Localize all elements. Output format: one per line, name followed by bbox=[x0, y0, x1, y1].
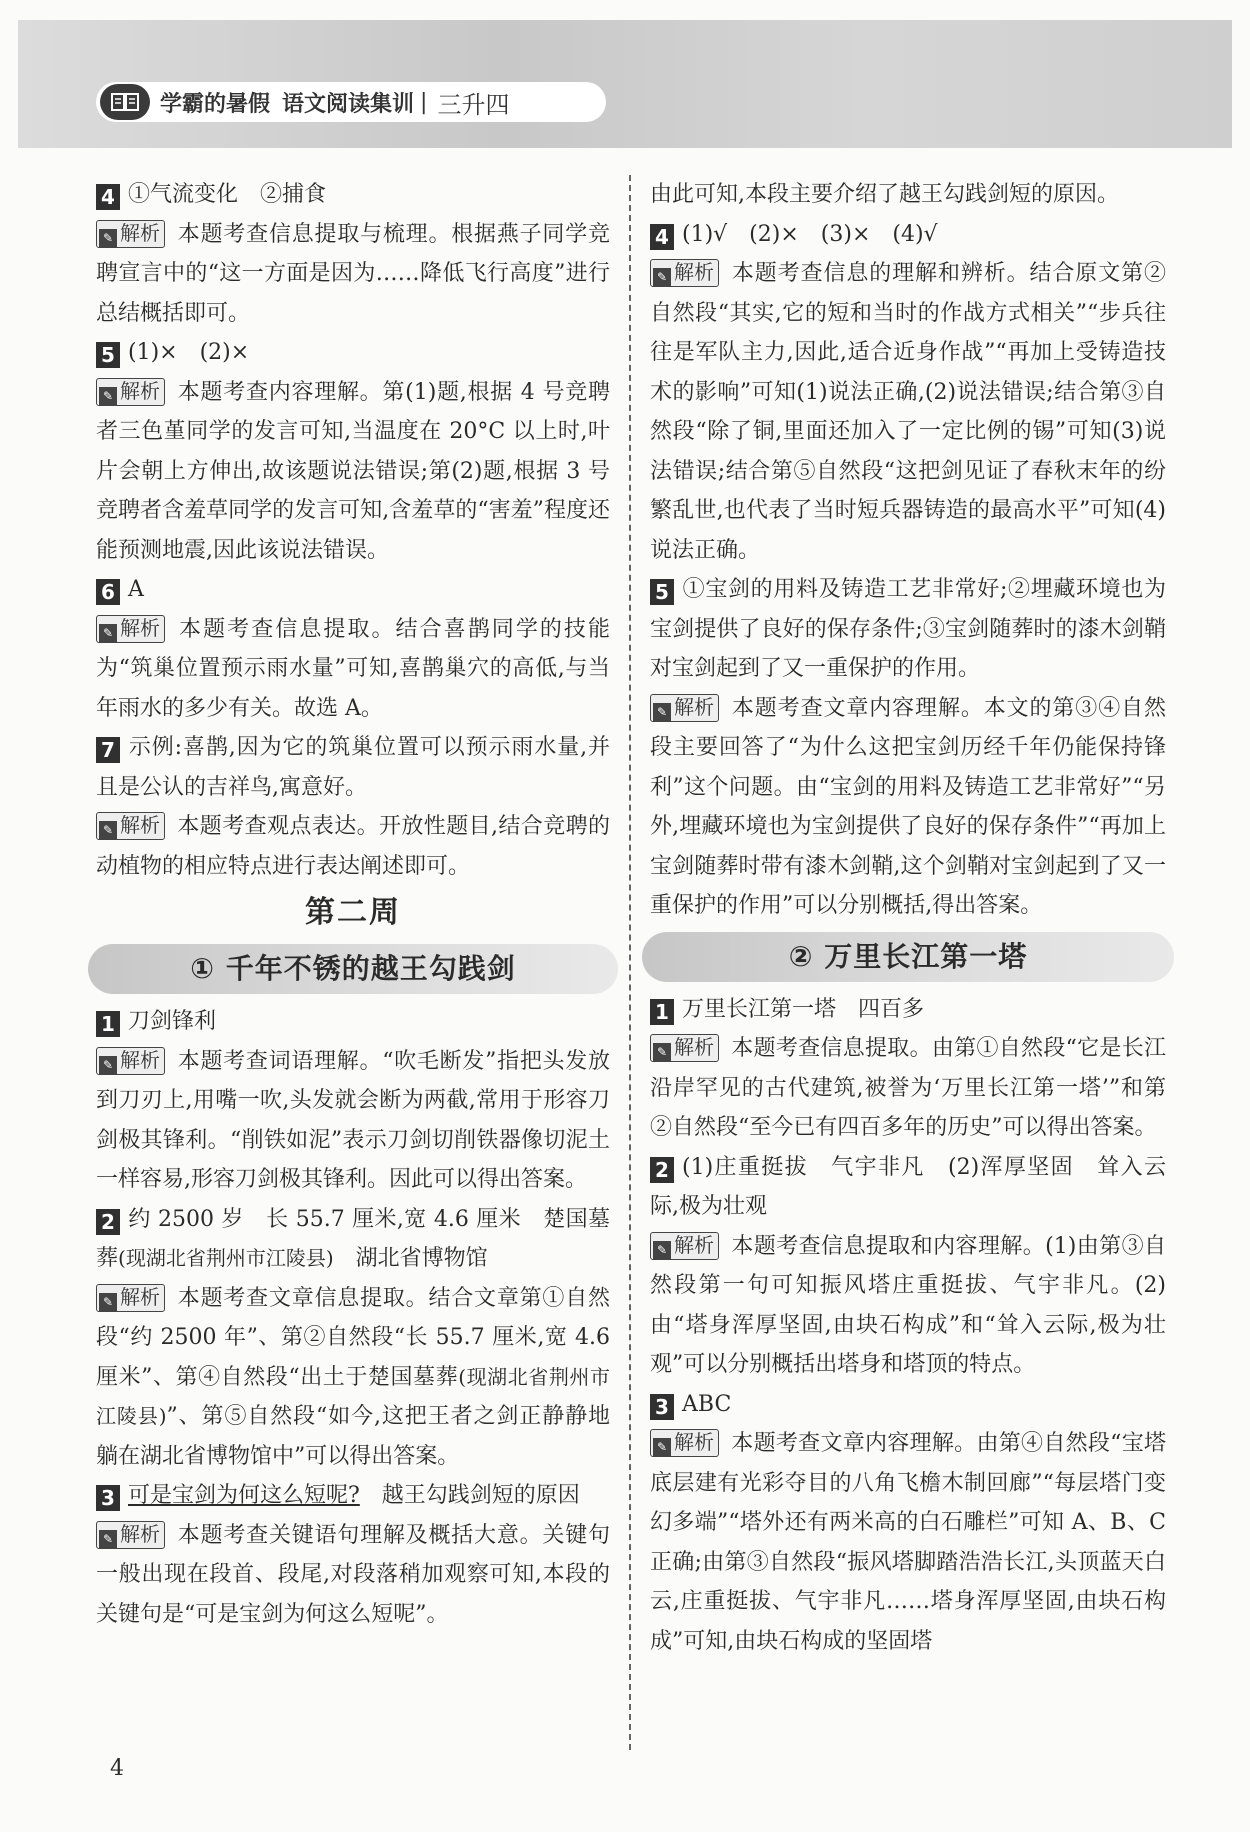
answer-line bbox=[96, 1002, 610, 1042]
answer-line bbox=[650, 1148, 1166, 1227]
answer-text-note: (现湖北省荆州市江陵县) bbox=[118, 1246, 334, 1270]
analysis-paragraph bbox=[650, 1424, 1166, 1661]
answer-text: (1)庄重挺拔 气宇非凡 (2)浑厚坚固 耸入云际,极为壮观 bbox=[650, 1154, 1166, 1219]
answer-line bbox=[96, 333, 610, 373]
analysis-text-note: (现湖北省荆州市江陵县) bbox=[96, 1364, 610, 1428]
question-number: 1 bbox=[96, 1011, 120, 1037]
analysis-paragraph bbox=[650, 1227, 1166, 1385]
answer-line bbox=[96, 570, 610, 610]
analysis-text: 本题考查信息提取与梳理。根据燕子同学竞聘宣言中的“这一方面是因为……降低飞行高度”进行总结概括即可。 bbox=[96, 221, 610, 326]
answer-line bbox=[96, 175, 610, 215]
grade-label: 三升四 bbox=[437, 90, 510, 119]
analysis-icon: ✎ bbox=[99, 387, 117, 405]
answer-text: 刀剑锋利 bbox=[128, 1009, 217, 1034]
analysis-text: 本题考查文章信息提取。结合文章第①自然段“约 2500 年”、第②自然段“长 55.7 厘米,宽 4.6 厘米”、第④自然段“出土于楚国墓葬 bbox=[96, 1285, 610, 1390]
analysis-icon: ✎ bbox=[99, 1293, 117, 1311]
analysis-tag: ✎ 解析 bbox=[650, 1232, 719, 1260]
analysis-text: 本题考查文章内容理解。本文的第③④自然段主要回答了“为什么这把宝剑历经千年仍能保持锋利”这个问题。由“宝剑的用料及铸造工艺非常好”“另外,埋藏环境也为宝剑提供了良好的保存条件”“再加上宝剑随葬时带有漆木剑鞘,这个剑鞘对宝剑起到了又一重保护的作用”可以分别概括,得出答案。 bbox=[650, 695, 1166, 918]
answer-line bbox=[96, 1200, 610, 1279]
question-number: 4 bbox=[650, 224, 674, 250]
analysis-text: 本题考查关键语句理解及概括大意。关键句一般出现在段首、段尾,对段落稍加观察可知,本段的关键句是“可是宝剑为何这么短呢”。 bbox=[96, 1522, 610, 1627]
answer-underlined: 可是宝剑为何这么短呢? bbox=[128, 1483, 360, 1508]
analysis-tag: ✎ 解析 bbox=[650, 1034, 719, 1062]
left-column bbox=[96, 175, 610, 1634]
analysis-icon: ✎ bbox=[99, 624, 117, 642]
week-heading: 第二周 bbox=[305, 895, 401, 930]
analysis-paragraph bbox=[96, 610, 610, 729]
answer-line bbox=[650, 570, 1166, 689]
question-number: 1 bbox=[650, 999, 674, 1025]
analysis-text: 本题考查观点表达。开放性题目,结合竞聘的动植物的相应特点进行表达阐述即可。 bbox=[96, 814, 610, 879]
question-number: 3 bbox=[650, 1394, 674, 1420]
analysis-text: 本题考查信息的理解和辨析。结合原文第②自然段“其实,它的短和当时的作战方式相关”“步兵往往是军队主力,因此,适合近身作战”“再加上受铸造技术的影响”可知(1)说法正确,(2)说法错误;结合第③自然段“除了铜,里面还加入了一定比例的锡”可知(3)说法错误;结合第⑤自然段“这把剑见证了春秋末年的纷繁乱世,也代表了当时短兵器铸造的最高水平”可知(4)说法正确。 bbox=[650, 261, 1166, 563]
analysis-icon: ✎ bbox=[653, 268, 671, 286]
analysis-tag: ✎ 解析 bbox=[96, 378, 165, 406]
analysis-icon: ✎ bbox=[99, 1056, 117, 1074]
right-column bbox=[650, 175, 1166, 1661]
header-separator: | bbox=[420, 89, 428, 115]
analysis-paragraph bbox=[96, 1516, 610, 1635]
analysis-icon: ✎ bbox=[653, 703, 671, 721]
analysis-icon: ✎ bbox=[653, 1241, 671, 1259]
analysis-paragraph bbox=[650, 254, 1166, 570]
analysis-text: ”、第⑤自然段“如今,这把王者之剑正静静地躺在湖北省博物馆中”可以得出答案。 bbox=[96, 1404, 610, 1469]
analysis-paragraph bbox=[96, 1042, 610, 1200]
analysis-tag: ✎ 解析 bbox=[96, 615, 165, 643]
analysis-text: 本题考查文章内容理解。由第④自然段“宝塔底层建有光彩夺目的八角飞檐木制回廊”“每层塔门变幻多端”“塔外还有两米高的白石雕栏”可知 A、B、C 正确;由第③自然段“振风塔脚踏浩浩长江,头顶蓝天白云,庄重挺拔、气宇非凡……塔身浑厚坚固,由块石构成”可知,由块石构成的坚固塔 bbox=[650, 1431, 1166, 1654]
book-title: 学霸的暑假 bbox=[160, 91, 271, 117]
answer-text: 湖北省博物馆 bbox=[333, 1246, 488, 1271]
continued-text: 由此可知,本段主要介绍了越王勾践剑短的原因。 bbox=[650, 182, 1119, 207]
answer-text: ABC bbox=[682, 1391, 732, 1417]
analysis-icon: ✎ bbox=[99, 821, 117, 839]
analysis-tag: ✎ 解析 bbox=[96, 1521, 165, 1549]
answer-text: (1)× (2)× bbox=[128, 340, 250, 365]
question-number: 4 bbox=[96, 184, 120, 210]
analysis-tag: ✎ 解析 bbox=[650, 259, 719, 287]
answer-line bbox=[650, 1385, 1166, 1425]
analysis-icon: ✎ bbox=[99, 1530, 117, 1548]
section-banner: ① 千年不锈的越王勾践剑 bbox=[88, 944, 618, 994]
analysis-paragraph bbox=[96, 1279, 610, 1477]
analysis-text: 本题考查信息提取。由第①自然段“它是长江沿岸罕见的古代建筑,被誉为‘万里长江第一塔’”和第②自然段“至今已有四百多年的历史”可以得出答案。 bbox=[650, 1036, 1166, 1140]
answer-text: A bbox=[128, 577, 144, 602]
book-icon bbox=[100, 84, 150, 120]
analysis-text: 本题考查内容理解。第(1)题,根据 4 号竞聘者三色堇同学的发言可知,当温度在 20°C 以上时,叶片会朝上方伸出,故该题说法错误;第(2)题,根据 3 号竞聘者含羞草同学的发言可知,含羞草的“害羞”程度还能预测地震,因此该说法错误。 bbox=[96, 379, 610, 563]
analysis-icon: ✎ bbox=[99, 229, 117, 247]
section-banner: ② 万里长江第一塔 bbox=[642, 932, 1174, 982]
analysis-paragraph bbox=[96, 215, 610, 334]
analysis-text: 本题考查信息提取。结合喜鹊同学的技能为“筑巢位置预示雨水量”可知,喜鹊巢穴的高低,与当年雨水的多少有关。故选 A。 bbox=[96, 616, 610, 721]
page-number: 4 bbox=[110, 1756, 124, 1781]
answer-line bbox=[650, 215, 1166, 255]
question-number: 2 bbox=[650, 1157, 674, 1183]
answer-text: ①气流变化 ②捕食 bbox=[128, 182, 327, 207]
question-number: 3 bbox=[96, 1485, 120, 1511]
answer-text: 约 2500 岁 长 55.7 厘米,宽 4.6 厘米 楚国墓葬 bbox=[96, 1206, 610, 1271]
analysis-tag: ✎ 解析 bbox=[650, 694, 719, 722]
answer-text: 万里长江第一塔 四百多 bbox=[682, 996, 925, 1022]
analysis-paragraph bbox=[650, 1029, 1166, 1148]
analysis-paragraph bbox=[96, 373, 610, 571]
answer-line bbox=[96, 728, 610, 807]
answer-text: (1)√ (2)× (3)× (4)√ bbox=[682, 221, 938, 247]
answer-line bbox=[96, 1476, 610, 1516]
analysis-text: 本题考查信息提取和内容理解。(1)由第③自然段第一句可知振风塔庄重挺拔、气宇非凡。(2)由“塔身浑厚坚固,由块石构成”和“耸入云际,极为壮观”可以分别概括出塔身和塔顶的特点。 bbox=[650, 1233, 1166, 1377]
question-number: 5 bbox=[96, 342, 120, 368]
column-divider bbox=[629, 175, 631, 1750]
analysis-tag: ✎ 解析 bbox=[96, 1047, 165, 1075]
answer-text: 越王勾践剑短的原因 bbox=[359, 1483, 580, 1508]
analysis-paragraph bbox=[650, 689, 1166, 926]
analysis-icon: ✎ bbox=[653, 1043, 671, 1061]
question-number: 7 bbox=[96, 737, 120, 763]
analysis-tag: ✎ 解析 bbox=[96, 1284, 165, 1312]
analysis-tag: ✎ 解析 bbox=[96, 812, 165, 840]
header-title-bar bbox=[96, 82, 606, 122]
analysis-tag: ✎ 解析 bbox=[650, 1429, 719, 1457]
answer-text: 示例:喜鹊,因为它的筑巢位置可以预示雨水量,并且是公认的吉祥鸟,寓意好。 bbox=[96, 735, 610, 800]
analysis-paragraph bbox=[96, 807, 610, 886]
book-subtitle: 语文阅读集训 bbox=[282, 91, 415, 117]
answer-line bbox=[650, 990, 1166, 1030]
answer-text: ①宝剑的用料及铸造工艺非常好;②埋藏环境也为宝剑提供了良好的保存条件;③宝剑随葬时的漆木剑鞘对宝剑起到了又一重保护的作用。 bbox=[650, 577, 1166, 681]
analysis-icon: ✎ bbox=[653, 1438, 671, 1456]
question-number: 5 bbox=[650, 579, 674, 605]
question-number: 6 bbox=[96, 579, 120, 605]
analysis-tag: ✎ 解析 bbox=[96, 220, 165, 248]
question-number: 2 bbox=[96, 1209, 120, 1235]
analysis-text: 本题考查词语理解。“吹毛断发”指把头发放到刀刃上,用嘴一吹,头发就会断为两截,常用于形容刀剑极其锋利。“削铁如泥”表示刀剑切削铁器像切泥土一样容易,形容刀剑极其锋利。因此可以得出答案。 bbox=[96, 1048, 610, 1192]
